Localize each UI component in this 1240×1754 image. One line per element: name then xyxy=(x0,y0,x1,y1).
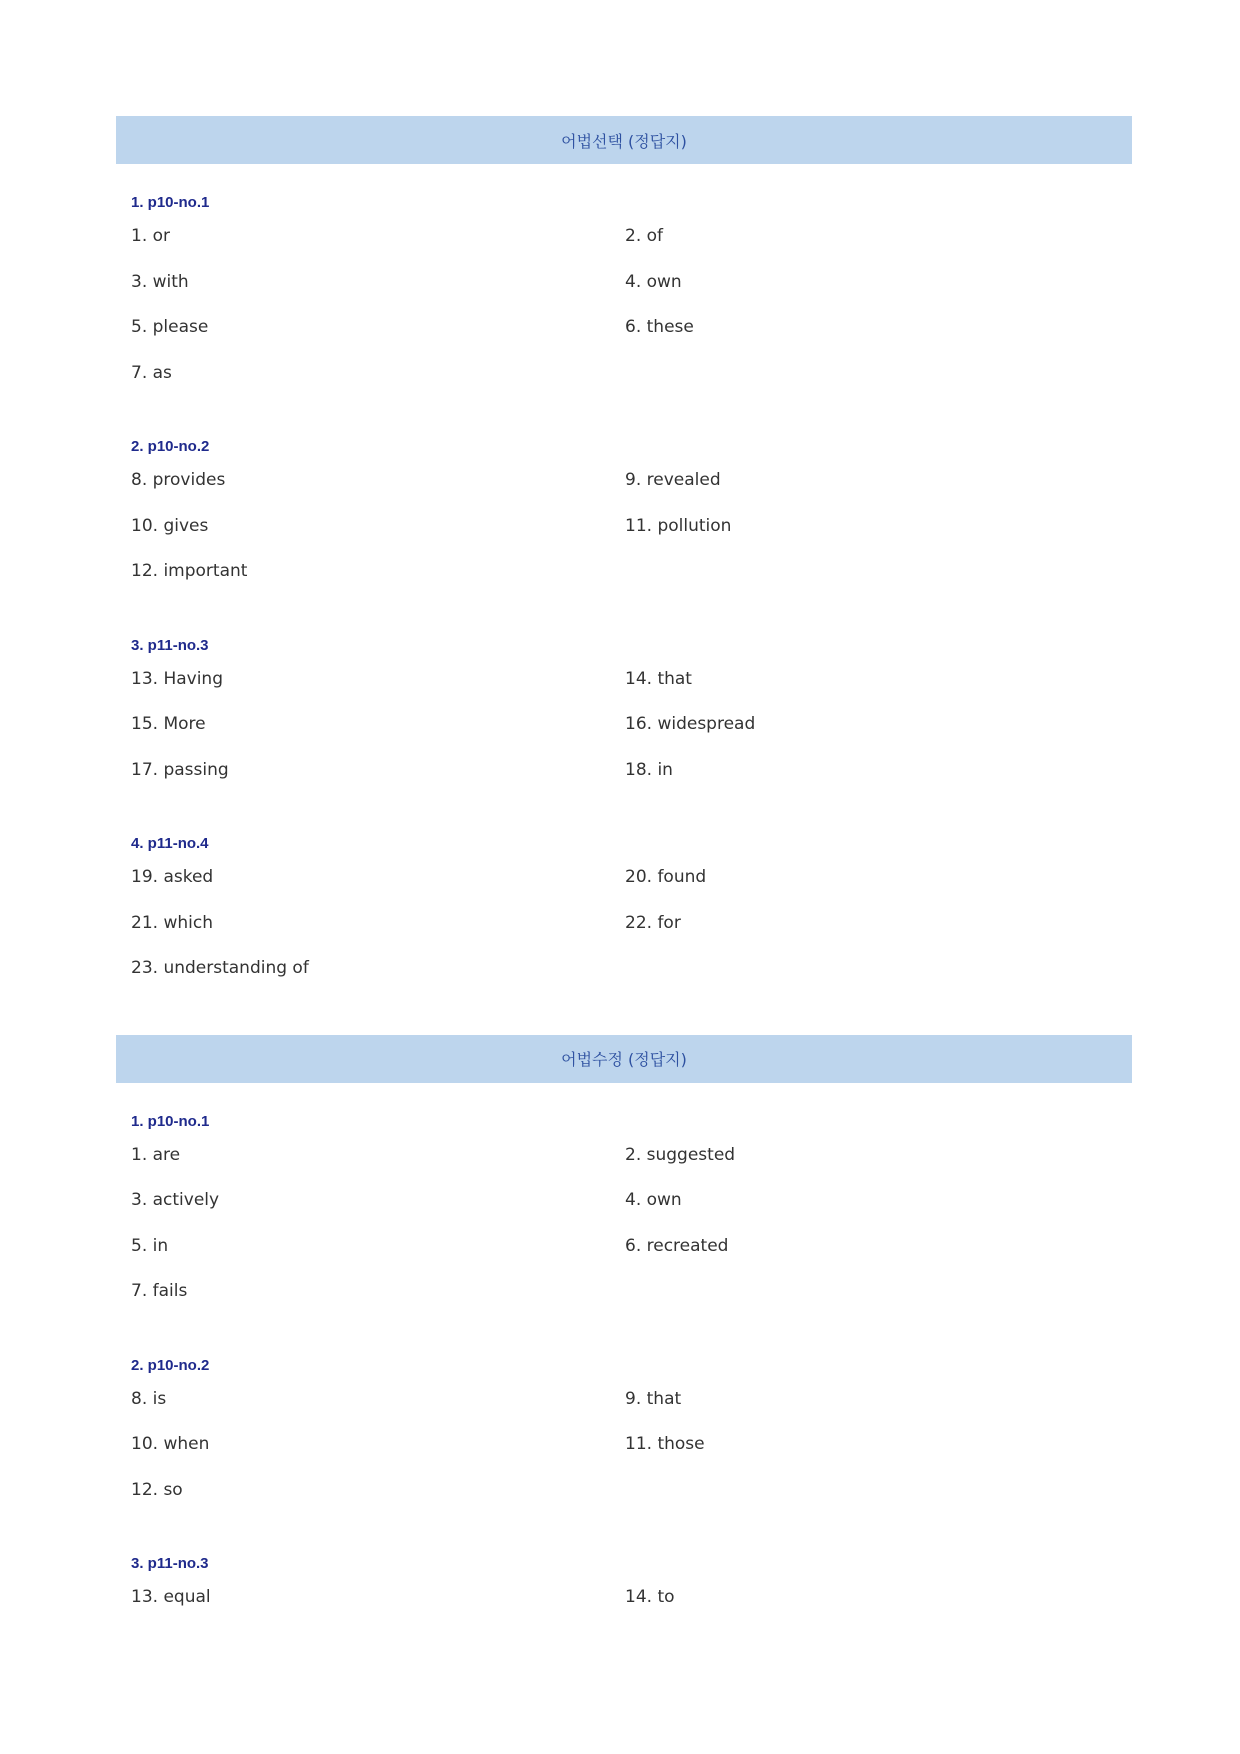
answer-item: 3. with xyxy=(131,271,189,292)
section-banner xyxy=(116,116,1132,164)
answer-item: 1. are xyxy=(131,1144,181,1165)
question-group xyxy=(116,436,1132,607)
answer-grid xyxy=(131,1145,1117,1327)
answer-item: 12. so xyxy=(131,1479,183,1500)
answer-item: 4. own xyxy=(625,271,682,292)
question-group xyxy=(116,1553,1132,1633)
answer-item: 19. asked xyxy=(131,867,214,887)
question-group xyxy=(116,1111,1132,1327)
answer-grid xyxy=(131,867,1117,1004)
answer-item: 5. please xyxy=(131,317,209,337)
answer-item: 1. or xyxy=(131,226,171,246)
answer-item: 16. widespread xyxy=(625,714,756,734)
question-group xyxy=(116,192,1132,408)
answer-item: 10. when xyxy=(131,1434,210,1454)
question-group xyxy=(116,1355,1132,1526)
answer-item: 11. pollution xyxy=(625,515,732,536)
section-grammar-correction xyxy=(116,1035,1132,1633)
answer-item: 4. own xyxy=(625,1190,682,1210)
section-grammar-choice xyxy=(116,116,1132,1004)
answer-item: 6. these xyxy=(625,317,694,337)
group-title: 1. p10-no.1 xyxy=(131,1112,210,1130)
question-group xyxy=(116,635,1132,806)
group-title: 2. p10-no.2 xyxy=(131,438,210,455)
answer-grid xyxy=(131,470,1117,607)
answer-grid xyxy=(131,226,1117,408)
answer-item: 14. to xyxy=(625,1587,675,1607)
answer-item: 7. as xyxy=(131,362,172,383)
answer-grid xyxy=(131,669,1117,806)
group-title: 4. p11-no.4 xyxy=(131,835,209,852)
section-title: 어법수정 (정답지) xyxy=(561,1050,687,1069)
answer-item: 21. which xyxy=(131,912,213,933)
answer-item: 8. provides xyxy=(131,470,226,490)
section-banner xyxy=(116,1035,1132,1083)
answer-item: 20. found xyxy=(625,867,707,887)
answer-item: 8. is xyxy=(131,1388,167,1409)
answer-item: 3. actively xyxy=(131,1190,220,1210)
answer-item: 22. for xyxy=(625,912,681,933)
group-title: 2. p10-no.2 xyxy=(131,1356,210,1374)
answer-grid xyxy=(131,1389,1117,1526)
answer-item: 23. understanding of xyxy=(131,958,309,978)
question-group xyxy=(116,833,1132,1004)
answer-item: 10. gives xyxy=(131,515,209,536)
answer-item: 7. fails xyxy=(131,1281,188,1301)
answer-item: 13. equal xyxy=(131,1587,211,1607)
answer-item: 5. in xyxy=(131,1235,169,1256)
answer-item: 2. suggested xyxy=(625,1144,736,1165)
answer-item: 15. More xyxy=(131,714,206,734)
group-title: 1. p10-no.1 xyxy=(131,194,210,211)
answer-item: 9. that xyxy=(625,1388,682,1409)
section-title: 어법선택 (정답지) xyxy=(561,131,687,151)
answer-item: 17. passing xyxy=(131,759,229,780)
group-title: 3. p11-no.3 xyxy=(131,636,209,654)
group-title: 3. p11-no.3 xyxy=(131,1555,209,1572)
answer-item: 6. recreated xyxy=(625,1235,729,1256)
answer-item: 18. in xyxy=(625,759,673,780)
answer-grid xyxy=(131,1587,1117,1633)
answer-item: 13. Having xyxy=(131,668,223,689)
answer-item: 2. of xyxy=(625,226,664,246)
answer-item: 9. revealed xyxy=(625,470,721,490)
answer-sheet xyxy=(116,116,1132,1664)
answer-item: 14. that xyxy=(625,668,692,689)
answer-item: 12. important xyxy=(131,561,248,581)
answer-item: 11. those xyxy=(625,1434,705,1454)
